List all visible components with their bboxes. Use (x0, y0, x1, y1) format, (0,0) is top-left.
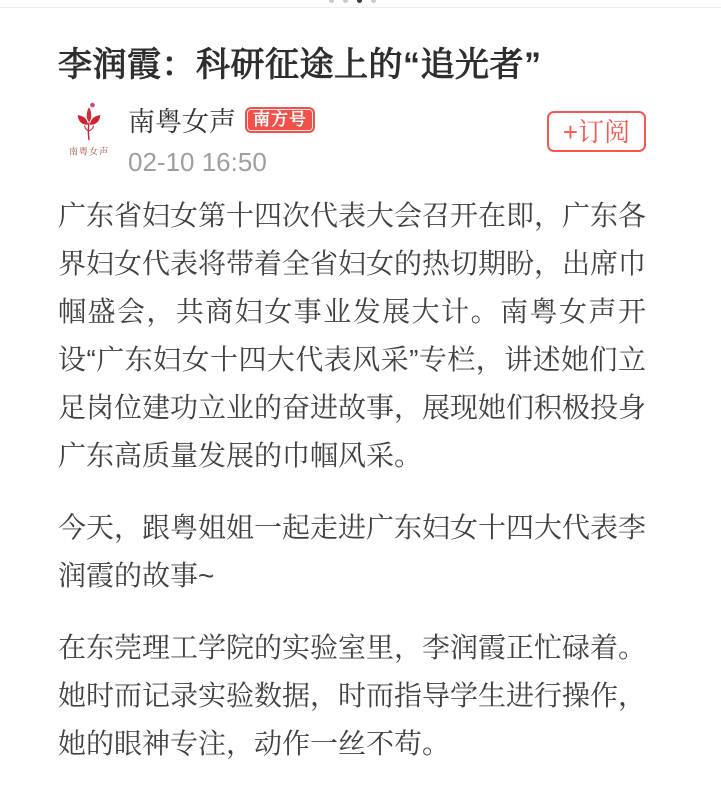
carousel-dot-active (357, 0, 362, 3)
author-name-row (128, 100, 315, 139)
article-paragraph: 今天，跟粤姐姐一起走进广东妇女十四大代表李润霞的故事~ (58, 512, 647, 591)
author-name[interactable]: 南粤女声 (128, 107, 236, 137)
platform-badge: 南方号 (245, 107, 315, 133)
author-info (128, 100, 315, 178)
article-paragraph: 在东莞理工学院的实验室里，李润霞正忙碌着。她时而记录实验数据，时而指导学生进行操作，她的眼神专注，动作一丝不苟。 (58, 632, 647, 759)
carousel-dots-icon (329, 0, 376, 3)
article-title: 李润霞：科研征途上的“追光者” (58, 46, 542, 84)
carousel-dot (343, 0, 348, 3)
avatar-caption: 南粤女声 (68, 147, 110, 158)
subscribe-button[interactable]: +订阅 (547, 111, 646, 152)
carousel-dot (329, 0, 334, 3)
carousel-dot (371, 0, 376, 3)
publish-time: 02-10 16:50 (128, 147, 267, 177)
flower-logo-icon (68, 102, 110, 144)
article-paragraph: 广东省妇女第十四次代表大会召开在即，广东各界妇女代表将带着全省妇女的热切期盼，出席巾帼盛会，共商妇女事业发展大计。南粤女声开设“广东妇女十四大代表风采”专栏，讲述她们立足岗位建功立业的奋进故事，展现她们积极投身广东高质量发展的巾帼风采。 (58, 200, 647, 471)
author-row (58, 100, 646, 177)
article-body (58, 192, 646, 768)
article-container (58, 8, 646, 792)
author-avatar[interactable] (58, 102, 120, 166)
